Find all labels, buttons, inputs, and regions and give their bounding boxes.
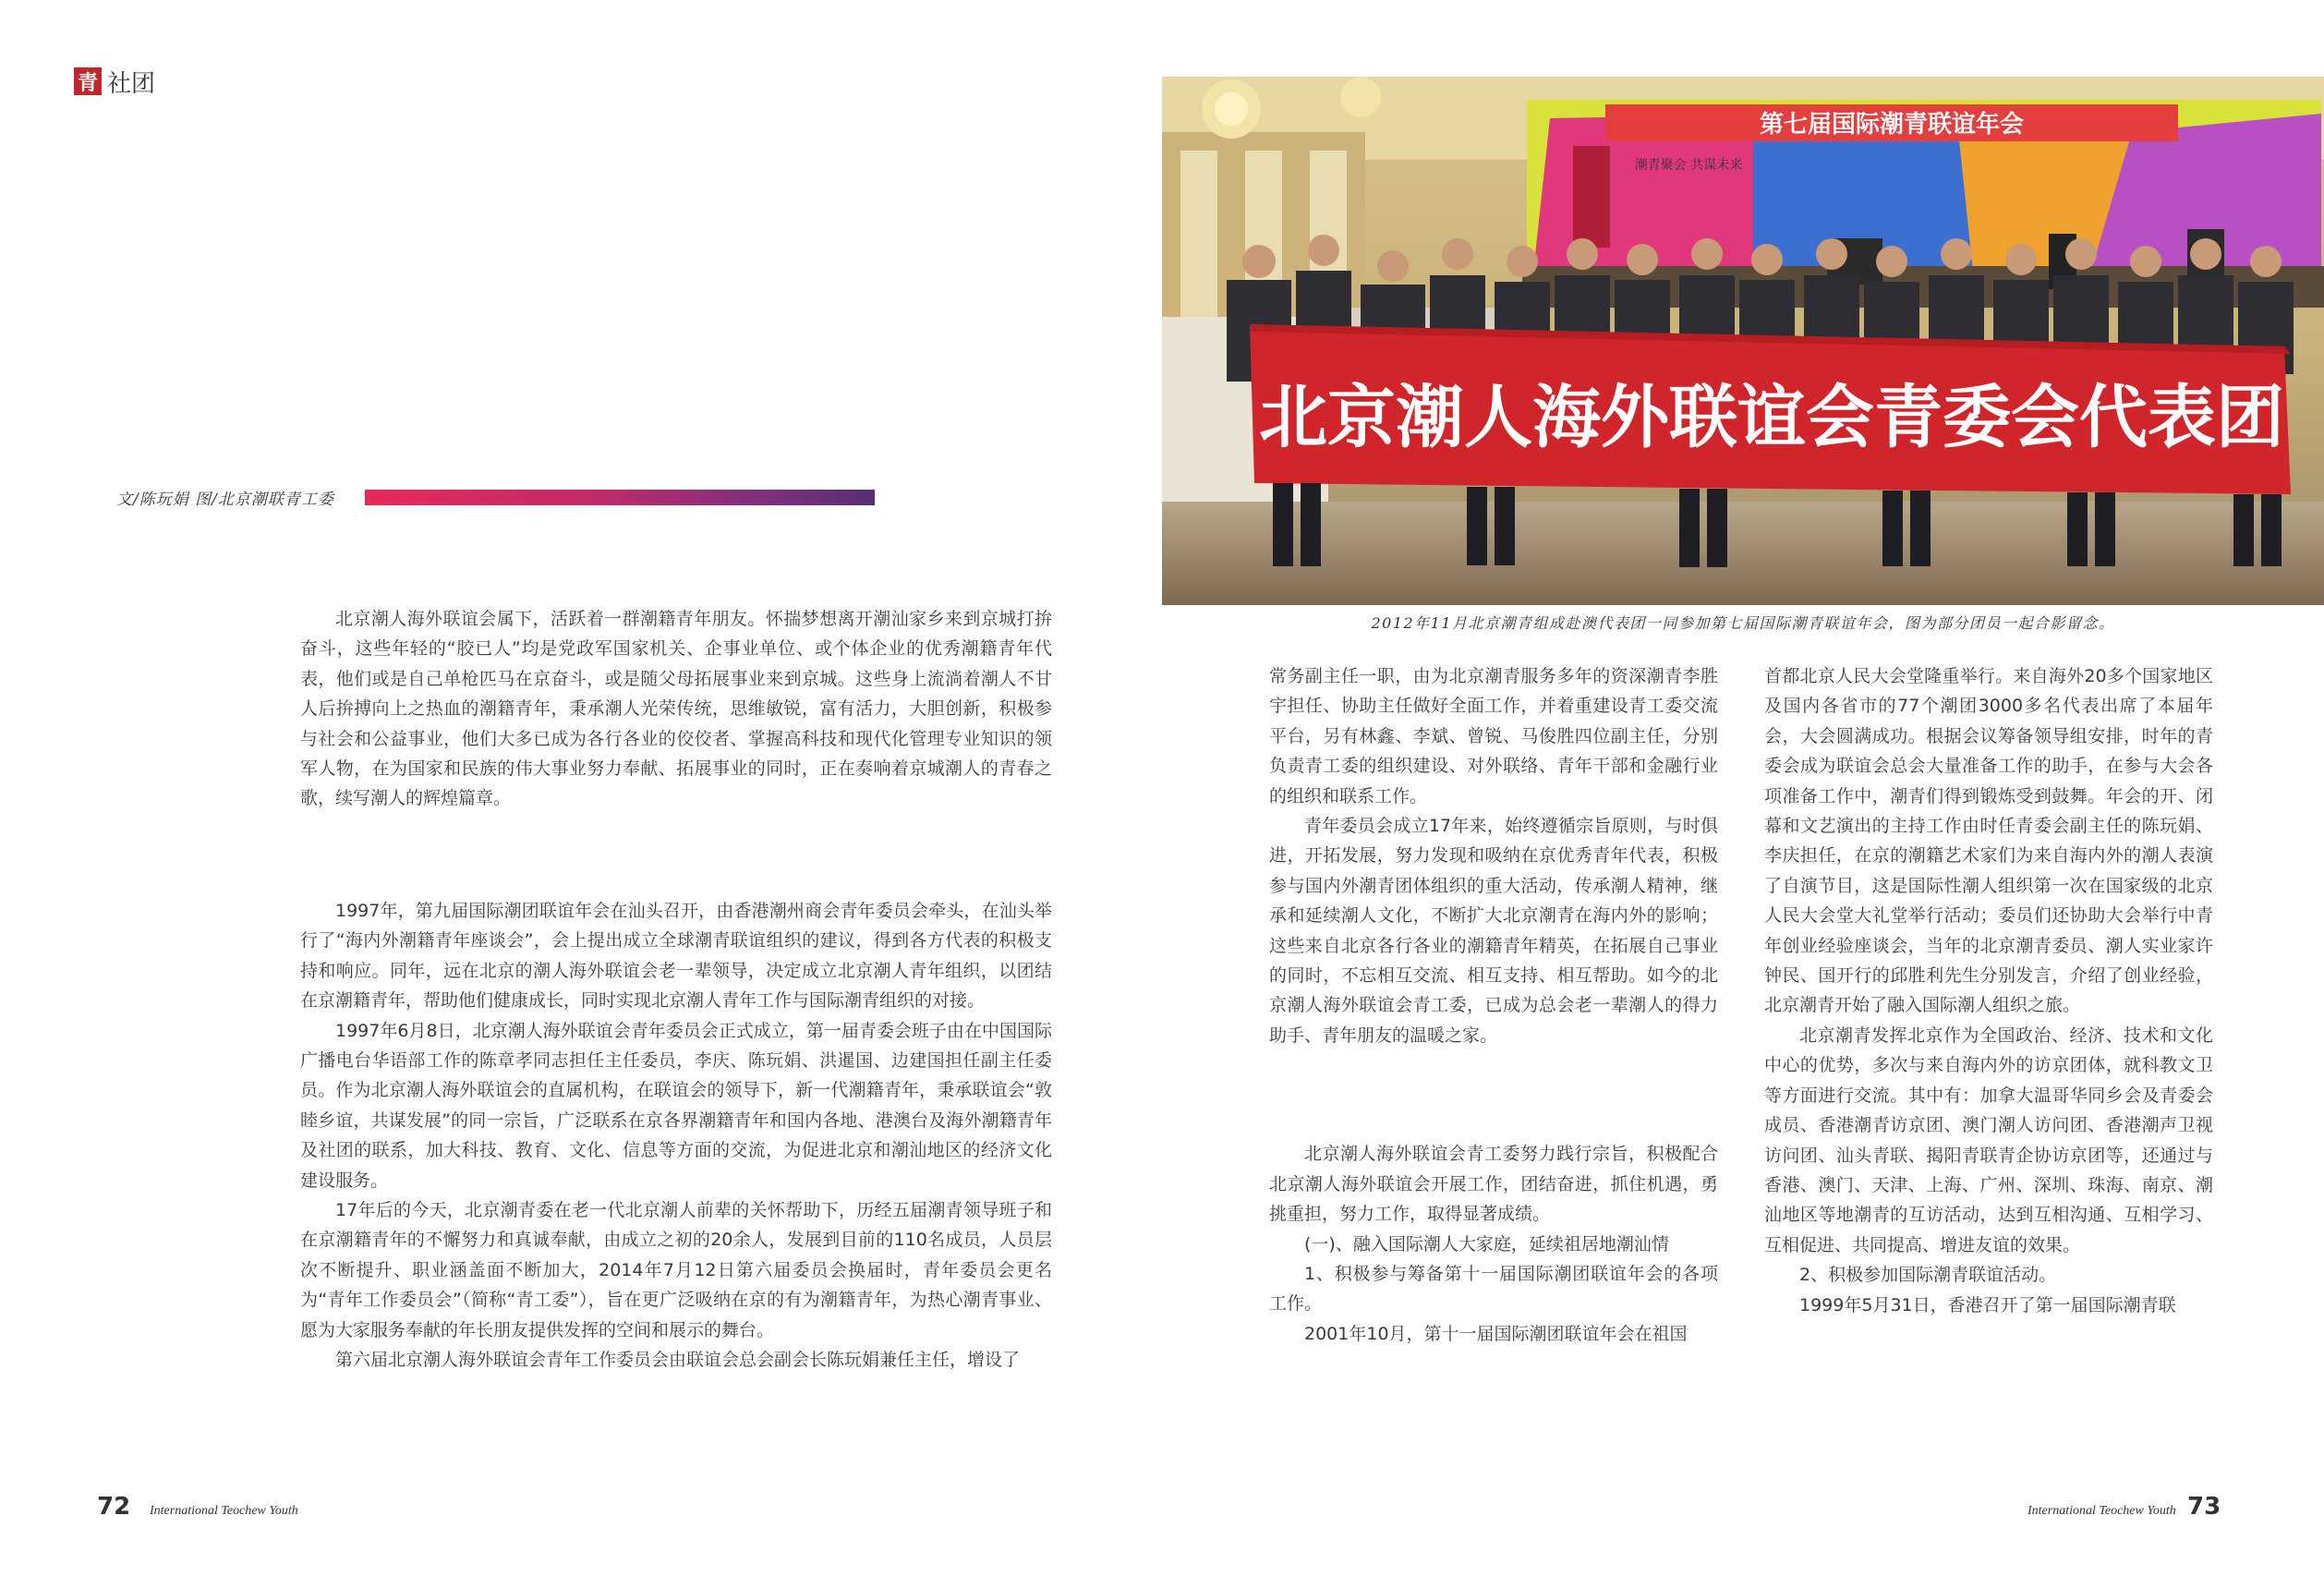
paragraph: 1997年6月8日，北京潮人海外联谊会青年委员会正式成立，第一届青委会班子由在中国国际广播电台华语部工作的陈章孝同志担任主任委员，李庆、陈玩娟、洪暹国、边建国担任副主任委员。作为北京潮人海外联谊会的直属机构，在联谊会的领导下，新一代潮籍青年，秉承联谊会“敦睦乡谊，共谋发展”的同一宗旨，广泛联系在京各界潮籍青年和国内各地、港澳台及海外潮籍青年及社团的联系，加大科技、教育、文化、信息等方面的交流，为促进北京和潮汕地区的经济文化建设服务。 — [300, 1020, 1052, 1191]
middle-column — [1269, 661, 1718, 1349]
subheading: (一)、融入国际潮人大家庭，延续祖居地潮汕情 — [1304, 1233, 1669, 1255]
byline: 文/陈玩娟 图/北京潮联青工委 — [116, 491, 334, 509]
group-photo — [1162, 77, 2324, 605]
backdrop-sign: 潮青聚会 共谋未来 — [1634, 158, 1743, 173]
paragraph: 第六届北京潮人海外联谊会青年工作委员会由联谊会总会副会长陈玩娟兼任主任，增设了 — [335, 1350, 1021, 1371]
paragraph: 首都北京人民大会堂隆重举行。来自海外20多个国家地区及国内各省市的77个潮团3000多名代表出席了本届年会，大会圆满成功。根据会议筹备领导组安排，时年的青委会成为联谊会总会大量准备工作的助手，在参与大会各项准备工作中，潮青们得到锻炼受到鼓舞。年会的开、闭幕和文艺演出的主持工作由时任青委会副主任的陈玩娟、李庆担任，在京的潮籍艺术家们为来自海内外的潮人表演了自演节目，这是国际性潮人组织第一次在国家级的北京人民大会堂大礼堂举行活动；委员们还协助大会举行中青年创业经验座谈会，当年的北京潮青委员、潮人实业家许钟民、国开行的邱胜利先生分别发言，介绍了创业经验，北京潮青开始了融入国际潮人组织之旅。 — [1764, 666, 2213, 1016]
section-logo-icon: 青 — [74, 67, 102, 95]
paragraph: 17年后的今天，北京潮青委在老一代北京潮人前辈的关怀帮助下，历经五届潮青领导班子和在京潮籍青年的不懈努力和真诚奉献，由成立之初的20余人，发展到目前的110名成员，人员层次不断提升、职业涵盖面不断加大，2014年7月12日第六届委员会换届时，青年委员会更名为“青年工作委员会”（简称“青工委”），旨在更广泛吸纳在京的有为潮籍青年，为热心潮青事业、愿为大家服务奉献的年长朋友提供发挥的空间和展示的舞台。 — [300, 1200, 1052, 1340]
paragraph: 2001年10月，第十一届国际潮团联谊年会在祖国 — [1304, 1323, 1688, 1344]
intro-text — [300, 604, 1052, 814]
paragraph: 1999年5月31日，香港召开了第一届国际潮青联 — [1799, 1294, 2176, 1315]
left-page-number: 72 — [97, 1493, 131, 1521]
section-label: 社团 — [107, 69, 156, 98]
gradient-bar — [365, 490, 875, 505]
right-magazine-name: International Teochew Youth — [2027, 1504, 2176, 1518]
paragraph: 北京潮人海外联谊会青工委努力践行宗旨，积极配合北京潮人海外联谊会开展工作，团结奋进，抓住机遇，勇挑重担，努力工作，取得显著成绩。 — [1269, 1144, 1718, 1225]
paragraph: 青年委员会成立17年来，始终遵循宗旨原则，与时俱进，开拓发展，努力发现和吸纳在京优秀青年代表，积极参与国内外潮青团体组织的重大活动，传承潮人精神，继承和延续潮人文化，不断扩大北京潮青在海内外的影响；这些来自北京各行各业的潮籍青年精英，在拓展自己事业的同时，不忘相互交流、相互支持、相互帮助。如今的北京潮人海外联谊会青工委，已成为总会老一辈潮人的得力助手、青年朋友的温暖之家。 — [1269, 816, 1718, 1046]
paragraph: 1997年，第九届国际潮团联谊年会在汕头召开，由香港潮州商会青年委员会牵头，在汕头举行了“海内外潮籍青年座谈会”，会上提出成立全球潮青联谊组织的建议，得到各方代表的积极支持和响应。同年，远在北京的潮人海外联谊会老一辈领导，决定成立北京潮人青年组织，以团结在京潮籍青年，帮助他们健康成长，同时实现北京潮人青年工作与国际潮青组织的对接。 — [300, 901, 1052, 1012]
left-magazine-name: International Teochew Youth — [150, 1504, 298, 1518]
banner-text: 北京潮人海外联谊会青委会代表团 — [1259, 378, 2284, 457]
section-gap — [1269, 1050, 1718, 1139]
backdrop-title: 第七届国际潮青联谊年会 — [1759, 111, 2025, 139]
paragraph: 北京潮青发挥北京作为全国政治、经济、技术和文化中心的优势，多次与来自海内外的访京团体，就科教文卫等方面进行交流。其中有：加拿大温哥华同乡会及青委会成员、香港潮青访京团、澳门潮人访问团、香港潮声卫视访问团、汕头青联、揭阳青联青企协访京团等，还通过与香港、澳门、天津、上海、广州、深圳、珠海、南京、潮汕地区等地潮青的互访活动，达到互相沟通、互相学习、互相促进、共同提高、增进友谊的效果。 — [1764, 1024, 2213, 1255]
group-photo-illustration — [1162, 77, 2324, 605]
photo-caption: 2012年11月北京潮青组成赴澳代表团一同参加第七届国际潮青联谊年会，图为部分团员一起合影留念。 — [1371, 614, 2115, 632]
intro-paragraph: 北京潮人海外联谊会属下，活跃着一群潮籍青年朋友。怀揣梦想离开潮汕家乡来到京城打拚奋斗，这些年轻的“胶已人”均是党政军国家机关、企事业单位、或个体企业的优秀潮籍青年代表，他们或是自己单枪匹马在京奋斗，或是随父母拓展事业来到京城。这些身上流淌着潮人不甘人后拚搏向上之热血的潮籍青年，秉承潮人光荣传统，思维敏锐，富有活力，大胆创新，积极参与社会和公益事业，他们大多已成为各行各业的佼佼者、掌握高科技和现代化管理专业知识的领军人物，在为国家和民族的伟大事业努力奉献、拓展事业的同时，正在奏响着京城潮人的青春之歌，续写潮人的辉煌篇章。 — [300, 609, 1052, 809]
section-header — [74, 65, 155, 98]
paragraph: 1、积极参与筹备第十一届国际潮团联谊年会的各项工作。 — [1269, 1263, 1718, 1315]
paragraph: 2、积极参加国际潮青联谊活动。 — [1799, 1265, 2057, 1286]
right-column — [1764, 661, 2213, 1320]
right-page-number: 73 — [2187, 1493, 2221, 1521]
left-column — [300, 896, 1052, 1376]
paragraph: 常务副主任一职，由为北京潮青服务多年的资深潮青李胜宇担任、协助主任做好全面工作，并着重建设青工委交流平台，另有林鑫、李斌、曾锐、马俊胜四位副主任，分别负责青工委的组织建设、对外联络、青年干部和金融行业的组织和联系工作。 — [1269, 666, 1718, 806]
